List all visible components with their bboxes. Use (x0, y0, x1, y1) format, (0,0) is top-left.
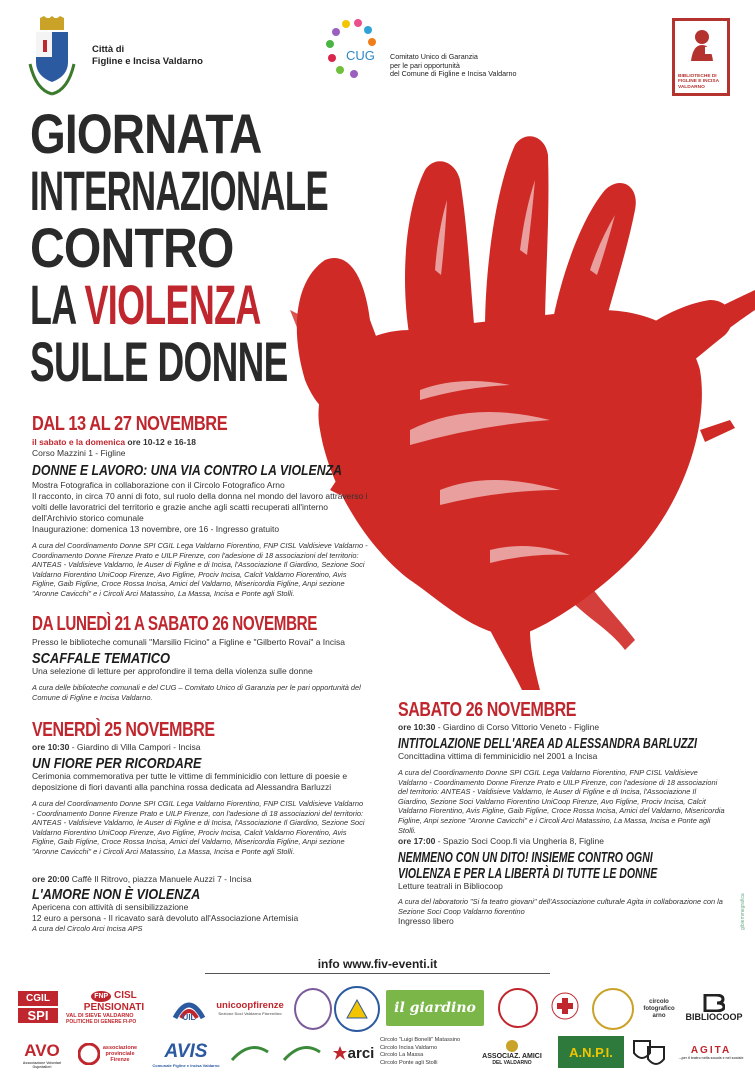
masks-logo (630, 1034, 670, 1070)
library-figure-icon (685, 27, 719, 63)
bibliocoop-b-icon (703, 994, 725, 1012)
event-6-title-1: NEMMENO CON UN DITO! INSIEME CONTRO OGNI (398, 849, 653, 866)
calcit-logo (498, 988, 538, 1028)
association-emblem-logo (294, 988, 332, 1030)
protezione-civile-logo (334, 986, 380, 1032)
event-5-desc: Concittadina vittima di femminicidio nel 2001 a Incisa (398, 751, 598, 761)
event-2 (32, 614, 367, 702)
misericordia-logo (592, 988, 634, 1030)
event-1-place: Corso Mazzini 1 - Figline (32, 448, 126, 458)
croce-rossa-logo (548, 988, 582, 1024)
event-1 (32, 414, 372, 599)
cisl-pensionati-logo: FNP CISL PENSIONATI VAL DI SIEVE VALDARNO POLITICHE DI GENERE FI-PO (66, 990, 145, 1024)
event-6-title-2: VIOLENZA E PER LA LIBERTÀ DI TUTTE LE DONNE (398, 865, 658, 882)
cug-acronym: CUG (346, 48, 375, 63)
city-crest-logo (26, 16, 78, 96)
event-2-title: SCAFFALE TEMATICO (32, 650, 171, 667)
event-3-title: UN FIORE PER RICORDARE (32, 755, 202, 772)
event-6 (398, 836, 728, 927)
unicoop-firenze-logo: unicoopfirenze Sezione Soci Valdarno Fiorentino (216, 1000, 284, 1016)
event-1-desc-2: Il racconto, in circa 70 anni di foto, sul ruolo della donna nel mondo del lavoro attraverso i volti delle lavoratrici del territorio e grazie anche agli scatti recuperati all'interno dell'Archivio storico comunale (32, 491, 368, 523)
event-6-entry: Ingresso libero (398, 916, 454, 927)
library-logo: BIBLIOTECHE DI FIGLINE E INCISA VALDARNO (672, 18, 730, 96)
bibliocoop-logo: BIBLIOCOOP (684, 990, 744, 1026)
title-line-2: INTERNAZIONALE (30, 159, 329, 222)
event-1-date: DAL 13 AL 27 NOVEMBRE (32, 413, 228, 435)
info-website: info www.fiv-eventi.it (317, 957, 438, 971)
cgil-spi-logo: CGIL SPI (16, 986, 60, 1028)
cug-logo (322, 18, 390, 80)
event-3-date: VENERDÌ 25 NOVEMBRE (32, 719, 215, 741)
theatre-masks-icon (632, 1037, 668, 1067)
event-4-desc-2: 12 euro a persona - Il ricavato sarà devoluto all'Associazione Artemisia (32, 913, 299, 923)
amici-del-valdarno-logo: ASSOCIAZ. AMICI DEL VALDARNO (474, 1034, 550, 1070)
event-4-title: L'AMORE NON È VIOLENZA (32, 886, 201, 903)
event-1-credit: A cura del Coordinamento Donne SPI CGIL Lega Valdarno Fiorentino, FNP CISL Valdisieve Valdarno - Coordinamento Donne Firenze Prato e UILP Firenze, con l'adesione di 18 associazioni del territorio: ANTEAS - Valdisieve Valdarno, le Auser di Figline e di Incisa, l'Associazione Il Giardino, Sezione Soci Valdarno Fiorentino UniCoop Firenze, Avo Figline, Prociv Incisa, Calcit Valdarno Fiorentino, Avis Figline, Gaib Figline, Croce Rossa Incisa, Amici del Valdarno, Misericordia Figline, Anpi sezione "Aronne Cavicchi" e i Circoli Arci Matassino, La Massa, Incisa e Ponte agli Stolli. (32, 541, 368, 598)
event-1-when: il sabato e la domenica ore 10-12 e 16-18 (32, 437, 196, 447)
swoosh-icon (230, 1042, 270, 1064)
event-6-desc: Letture teatrali in Bibliocoop (398, 881, 503, 891)
event-4 (32, 874, 367, 934)
red-handprint-illustration (290, 130, 755, 690)
event-1-desc-3: Inaugurazione: domenica 13 novembre, ore 16 - Ingresso gratuito (32, 524, 280, 534)
arci-star-icon (332, 1045, 348, 1061)
agita-logo: AGITA ...per il teatro nella scuola e nel sociale (678, 1044, 744, 1060)
city-name: Città di Figline e Incisa Valdarno (92, 44, 203, 67)
divider (205, 973, 550, 974)
sports-association-logo-2 (280, 1038, 324, 1068)
event-2-date: DA LUNEDÌ 21 A SABATO 26 NOVEMBRE (32, 613, 318, 635)
auser-emblem-icon (78, 1043, 100, 1065)
event-3-credit: A cura del Coordinamento Donne SPI CGIL Lega Valdarno Fiorentino, FNP CISL Valdisieve Valdarno - Coordinamento Donne Firenze Prato e UILP Firenze, con l'adesione di 18 associazioni del territorio: ANTEAS - Valdisieve Valdarno, le Auser di Figline e di Incisa, l'Associazione Il Giardino, Sezione Soci Valdarno Fiorentino UniCoop Firenze, Avo Figline, Prociv Incisa, Calcit Valdarno Fiorentino, Avis Figline, Gaib Figline, Croce Rossa Incisa, Amici del Valdarno, Misericordia Figline, Anpi sezione "Aronne Cavicchi" e i Circoli Arci Matassino, La Massa, Incisa e Ponte agli Stolli. (32, 799, 365, 856)
title-line-5: SULLE DONNE (30, 330, 288, 393)
event-2-credit: A cura delle biblioteche comunali e del CUG – Comitato Unico di Garanzia per le pari opportunità del Comune di Figline e Incisa Valdarno. (32, 683, 361, 702)
event-5-date: SABATO 26 NOVEMBRE (398, 699, 577, 721)
circolo-fotografico-arno-logo: circolo fotografico arno (643, 998, 675, 1019)
event-1-desc-1: Mostra Fotografica in collaborazione con il Circolo Fotografico Arno (32, 480, 285, 490)
avo-logo: AVO Associazione Volontari Ospedalieri (22, 1041, 62, 1069)
sports-association-logo-1 (228, 1038, 272, 1068)
designer-credit: gibiemmegrafica (740, 893, 746, 930)
event-3 (32, 720, 367, 857)
event-5-credit: A cura del Coordinamento Donne SPI CGIL Lega Valdarno Fiorentino, FNP CISL Valdisieve Valdarno - Coordinamento Donne Firenze Prato e UILP Firenze, con l'adesione di 18 associazioni del territorio: ANTEAS - Valdisieve Valdarno, le Auser di Figline e di Incisa, l'Associazione Il Giardino, Sezione Soci Valdarno Fiorentino UniCoop Firenze, Avo Figline, Prociv Incisa, Calcit Valdarno Fiorentino, Avis Figline, Gaib Figline, Croce Rossa Incisa, Amici del Valdarno, Misericordia Figline, Anpi sezione "Aronne Cavicchi" e i Circoli Arci Matassino, La Massa, Incisa e Ponte agli Stolli. (398, 768, 725, 835)
event-1-title: DONNE E LAVORO: UNA VIA CONTRO LA VIOLENZA (32, 462, 343, 479)
anpi-logo: A.N.P.I. (558, 1036, 624, 1068)
flower-icon (505, 1039, 519, 1053)
auser-logo: associazione provinciale Firenze (76, 1038, 142, 1070)
avis-logo: AVIS Comunale Figline e Incisa Valdarno (152, 1040, 220, 1068)
event-2-desc: Una selezione di letture per approfondire il tema della violenza sulle donne (32, 666, 313, 676)
title-line-1: GIORNATA (30, 102, 262, 165)
event-4-desc-1: Apericena con attività di sensibilizzazione (32, 902, 189, 912)
event-6-credit: A cura del laboratorio "Si fa teatro giovani" dell'Associazione culturale Agita in collaborazione con la Sezione Soci Coop Valdarno fiorentino (398, 897, 723, 916)
cug-description: Comitato Unico di Garanzia per le pari opportunità del Comune di Figline e Incisa Valdarno (390, 52, 517, 78)
title-line-3: CONTRO (30, 216, 234, 279)
event-5-title: INTITOLAZIONE DELL'AREA AD ALESSANDRA BARLUZZI (398, 735, 697, 752)
event-6-when: ore 17:00 - Spazio Soci Coop.fi via Ungheria 8, Figline (398, 836, 605, 846)
event-2-place: Presso le biblioteche comunali "Marsilio Ficino" a Figline e "Gilberto Rovai" a Incisa (32, 637, 346, 647)
title-line-4: LA VIOLENZA (30, 273, 261, 336)
il-giardino-logo: il giardino (386, 990, 484, 1026)
event-5-when: ore 10:30 - Giardino di Corso Vittorio Veneto - Figline (398, 722, 600, 732)
uil-logo: UIL (170, 990, 208, 1024)
event-4-credit: A cura del Circolo Arci Incisa APS (32, 924, 143, 933)
event-5 (398, 700, 728, 835)
civil-protection-icon (346, 999, 368, 1019)
swoosh-icon (282, 1042, 322, 1064)
arci-circoli-list: Circolo "Luigi Bonelli" Matassino Circolo Incisa Valdarno Circolo La Massa Circolo Ponte agli Stolli (380, 1037, 461, 1066)
red-cross-icon (551, 992, 579, 1020)
event-4-when: ore 20:00 Caffè Il Ritrovo, piazza Manuele Auzzi 7 - Incisa (32, 874, 252, 884)
event-3-when: ore 10:30 - Giardino di Villa Campori - Incisa (32, 742, 201, 752)
arci-logo: arci (330, 1034, 376, 1072)
event-3-desc: Cerimonia commemorativa per tutte le vittime di femminicidio con letture di poesie e deposizione di fiori davanti alla panchina rossa dedicata ad Alessandra Barluzzi (32, 771, 348, 792)
